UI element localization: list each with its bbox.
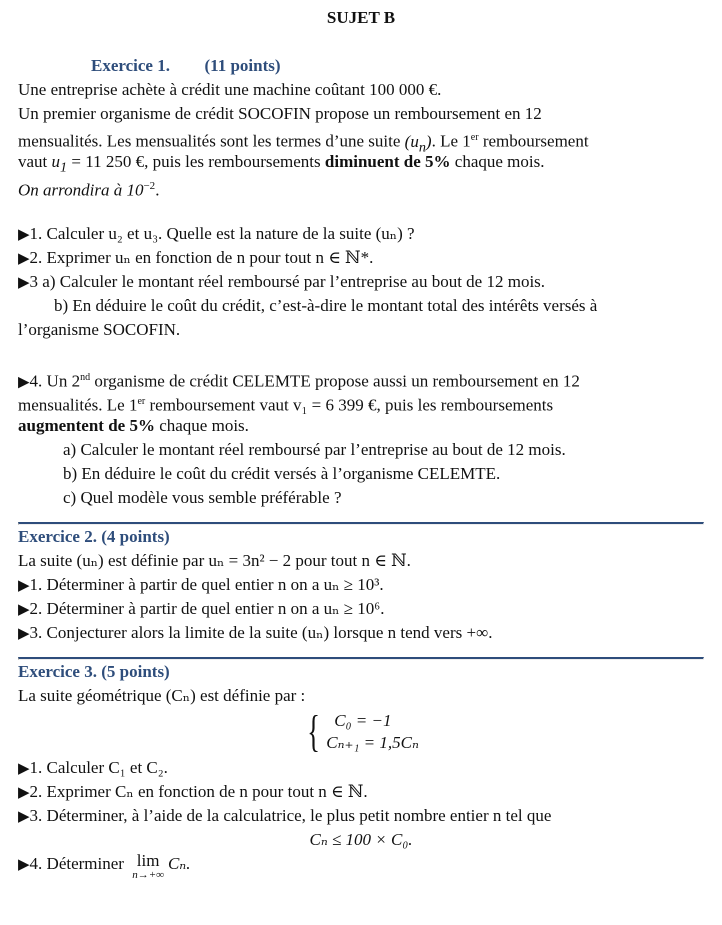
triangle-right-icon: ▶ [18, 857, 30, 873]
triangle-right-icon: ▶ [18, 578, 30, 594]
exercise-3-question-4: ▶4. Déterminer lim n→+∞ Cₙ. [18, 851, 191, 881]
exercise-3-question-2: ▶2. Exprimer Cₙ en fonction de n pour tout n ∈ ℕ. [18, 782, 368, 801]
recurrence-system [18, 708, 704, 756]
exercise-1-question-2: ▶2. Exprimer uₙ en fonction de n pour tout n ∈ ℕ*. [18, 248, 374, 267]
exercise-1-title: Exercice 1. [91, 56, 170, 75]
triangle-right-icon: ▶ [18, 626, 30, 642]
exercise-1-text-2: Un premier organisme de crédit SOCOFIN propose un remboursement en 12 [18, 104, 542, 123]
triangle-right-icon: ▶ [18, 785, 30, 801]
exercise-2-text-1: La suite (uₙ) est définie par uₙ = 3n² − 2 pour tout n ∈ ℕ. [18, 551, 411, 570]
system-line-2: Cₙ₊₁ = 1,5Cₙ [326, 733, 419, 752]
exercise-3-question-1: ▶1. Calculer C₁ et C₂. [18, 758, 168, 777]
limit-expression: lim n→+∞ [132, 851, 164, 881]
exercise-1-question-4a: ▶4. Un 2nd organisme de crédit CELEMTE propose aussi un remboursement en 12 [18, 371, 580, 391]
exercise-1-question-4f: c) Quel modèle vous semble préférable ? [63, 488, 342, 507]
exercise-1-question-4b: mensualités. Le 1er remboursement vaut v₁ = 6 399 €, puis les remboursements [18, 395, 554, 415]
exam-page [18, 6, 704, 882]
exercise-1-question-3a: ▶3 a) Calculer le montant réel remboursé par l’entreprise au bout de 12 mois. [18, 272, 546, 291]
exercise-1-text-4: vaut $u_1 = 11$ 250 €, puis les remboursements diminuent de 5% chaque mois. [18, 152, 545, 176]
exercise-3-question-3-equation: Cₙ ≤ 100 × C₀. [309, 830, 413, 849]
triangle-right-icon: ▶ [18, 761, 30, 777]
exercise-3-text-1: La suite géométrique (Cₙ) est définie par : [18, 686, 306, 705]
exercise-2-question-3: ▶3. Conjecturer alors la limite de la suite (uₙ) lorsque n tend vers +∞. [18, 623, 493, 642]
exercise-1-question-1: ▶1. Calculer u₂ et u₃. Quelle est la nature de la suite (uₙ) ? [18, 224, 415, 243]
exercise-3-points: (5 points) [101, 662, 170, 681]
triangle-right-icon: ▶ [18, 809, 30, 825]
exercise-1-text-5: On arrondira à $10^{-2}$. [18, 180, 160, 200]
exercise-2-question-2: ▶2. Déterminer à partir de quel entier n on a uₙ ≥ 10⁶. [18, 599, 385, 618]
triangle-right-icon: ▶ [18, 374, 30, 391]
exercise-1-points: (11 points) [204, 56, 281, 75]
exercise-1-text-1: Une entreprise achète à crédit une machine coûtant 100 000 €. [18, 80, 442, 99]
exercise-1-header [18, 54, 704, 78]
exercise-2-title: Exercice 2. [18, 527, 97, 546]
triangle-right-icon: ▶ [18, 251, 30, 267]
system-line-1: C₀ = −1 [334, 711, 392, 730]
exercise-2-question-1: ▶1. Déterminer à partir de quel entier n on a uₙ ≥ 10³. [18, 575, 384, 594]
exercise-2-header [18, 525, 704, 549]
exercise-1-question-4e: b) En déduire le coût du crédit versés à l’organisme CELEMTE. [63, 464, 501, 483]
triangle-right-icon: ▶ [18, 227, 30, 243]
exercise-1-question-3b: b) En déduire le coût du crédit, c’est-à-dire le montant total des intérêts versés à [54, 296, 598, 315]
exercise-3-question-3: ▶3. Déterminer, à l’aide de la calculatrice, le plus petit nombre entier n tel que [18, 806, 552, 825]
exercise-2-points: (4 points) [101, 527, 170, 546]
exercise-3-title: Exercice 3. [18, 662, 97, 681]
exercise-1-text-3: mensualités. Les mensualités sont les termes d’une suite $(u_n)$. Le 1er remboursement [18, 131, 589, 156]
page-title: SUJET B [326, 8, 396, 27]
exercise-1-question-4c: augmentent de 5% chaque mois. [18, 416, 249, 435]
triangle-right-icon: ▶ [18, 602, 30, 618]
exercise-1-question-4d: a) Calculer le montant réel remboursé par l’entreprise au bout de 12 mois. [63, 440, 566, 459]
exercise-1-question-3c: l’organisme SOCOFIN. [18, 320, 181, 339]
exercise-3-header [18, 660, 704, 684]
triangle-right-icon: ▶ [18, 275, 30, 291]
brace-icon: { [307, 707, 321, 756]
